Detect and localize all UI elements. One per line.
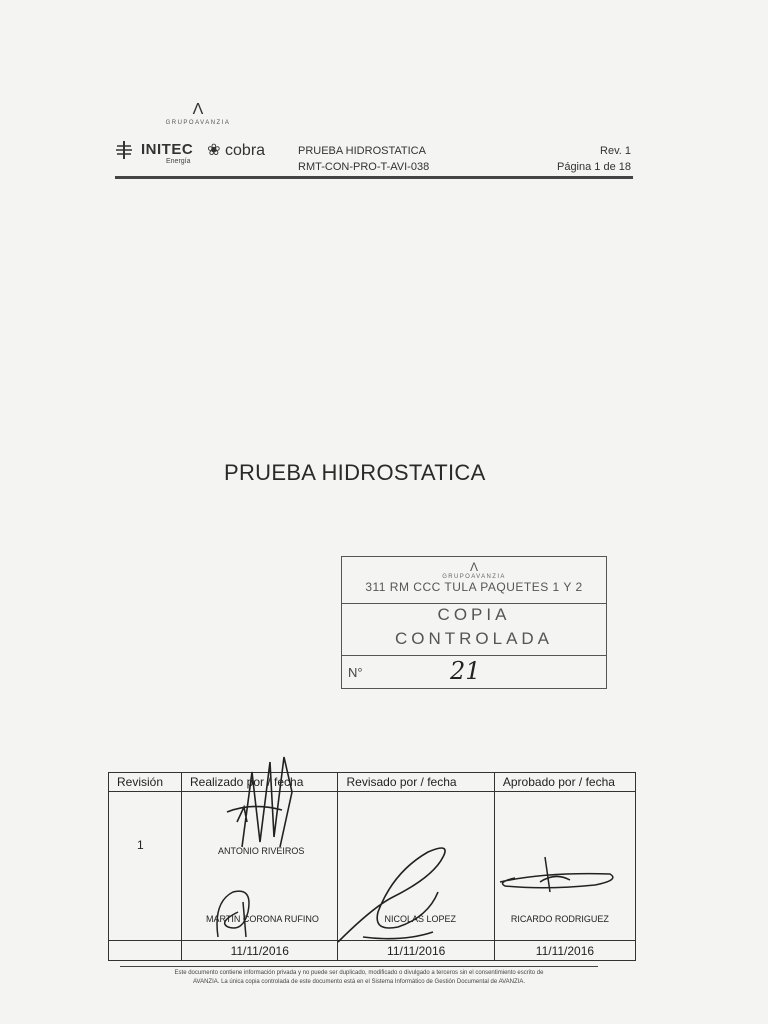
header-revision: Rev. 1 <box>600 145 631 157</box>
made-by-signature-2 <box>208 882 268 942</box>
made-by-name-1: ANTONIO RIVEIROS <box>217 846 305 856</box>
footer-divider <box>120 966 598 967</box>
approved-by-cell <box>494 792 635 941</box>
initec-logo-text: INITEC <box>141 141 194 158</box>
cobra-logo-text: cobra <box>225 142 266 159</box>
signature-table-row <box>109 792 636 941</box>
dates-empty-cell <box>109 941 182 961</box>
reviewed-by-signature <box>333 837 463 947</box>
made-by-date: 11/11/2016 <box>181 941 338 961</box>
stamp-copia-text: COPIA <box>437 605 511 624</box>
made-by-name-2: MARTIN CORONA RUFINO <box>205 914 319 924</box>
header-revision-col: Revisión <box>109 773 182 792</box>
approved-by-date: 11/11/2016 <box>494 941 635 961</box>
stamp-number-label: N° <box>348 665 363 680</box>
avanzia-logo-text: GRUPOAVANZIA <box>165 120 231 126</box>
stamp-number-row <box>342 655 606 688</box>
header-divider <box>115 176 633 179</box>
initec-logo-subtext: Energía <box>166 158 191 165</box>
stamp-header <box>342 557 606 604</box>
stamp-group-name: GRUPOAVANZIA <box>442 574 506 580</box>
reviewed-by-date: 11/11/2016 <box>338 941 494 961</box>
footer-notice <box>120 969 598 987</box>
stamp-project-name: 311 RM CCC TULA PAQUETES 1 Y 2 <box>365 580 583 594</box>
initec-logo <box>141 141 194 165</box>
made-by-signature-1 <box>222 752 312 857</box>
stamp-copy-label <box>342 603 606 656</box>
stamp-number-value: 21 <box>450 657 481 685</box>
reviewed-by-name: NICOLAS LOPEZ <box>384 914 457 924</box>
header-made-by-col: Realizado por / fecha <box>181 773 338 792</box>
initec-emblem-icon <box>115 140 133 160</box>
made-by-cell <box>181 792 338 941</box>
company-logos <box>115 140 266 165</box>
avanzia-logo-mark: Λ <box>192 101 204 118</box>
footer-line-1: Este documento contiene información privada y no puede ser duplicado, modificado o divulgado a terceros sin el consentimiento escrito de <box>174 970 544 976</box>
header-revision-info <box>556 143 631 175</box>
header-doc-code: RMT-CON-PRO-T-AVI-038 <box>298 161 430 173</box>
signature-table <box>108 772 636 961</box>
document-title: PRUEBA HIDROSTATICA <box>224 460 486 485</box>
header-doc-info <box>298 143 429 175</box>
header-reviewed-by-col: Revisado por / fecha <box>338 773 494 792</box>
header-page-number: Página 1 de 18 <box>556 161 631 173</box>
footer-line-2: AVANZIA. La única copia controlada de este documento está en el Sistema Informático de Gestión Documental de AVANZIA. <box>192 979 526 985</box>
avanzia-logo <box>158 102 238 126</box>
revision-cell <box>109 792 182 941</box>
cobra-leaf-icon: ❀ <box>207 142 221 159</box>
signature-table-header <box>109 773 636 792</box>
header-approved-by-col: Aprobado por / fecha <box>494 773 635 792</box>
cobra-logo <box>207 140 265 160</box>
signature-dates-row <box>109 941 636 961</box>
reviewed-by-cell <box>338 792 494 941</box>
approved-by-name: RICARDO RODRIGUEZ <box>510 914 609 924</box>
controlled-copy-stamp <box>341 556 607 689</box>
approved-by-signature <box>495 852 620 897</box>
revision-number: 1 <box>137 838 144 852</box>
stamp-logo-mark: Λ <box>469 560 478 574</box>
stamp-controlada-text: CONTROLADA <box>394 629 554 648</box>
header-doc-title: PRUEBA HIDROSTATICA <box>298 145 426 157</box>
